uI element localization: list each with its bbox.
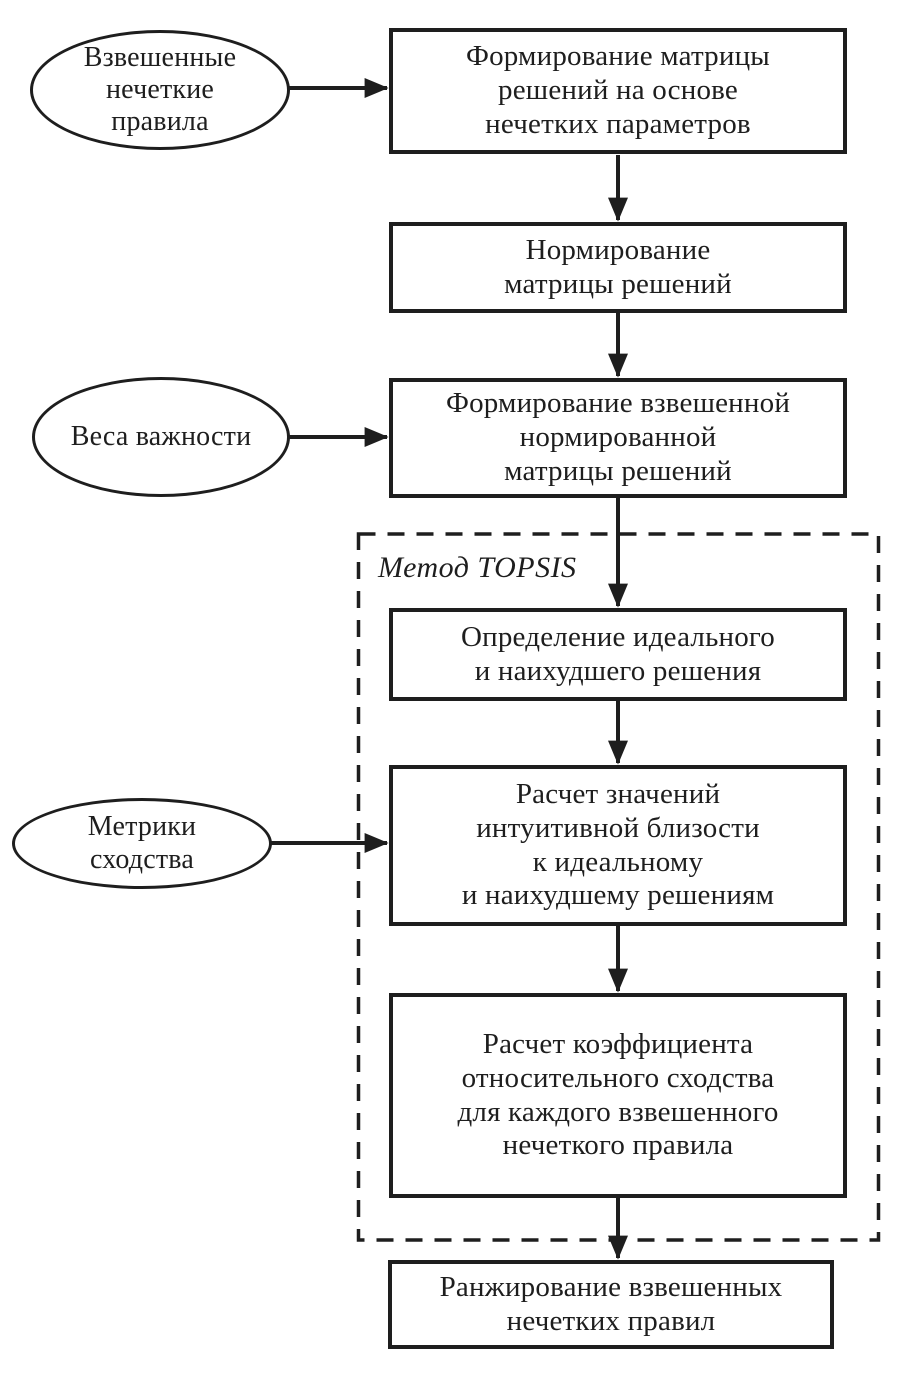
step-proximity-values [389, 765, 847, 926]
input-weighted-fuzzy-rules [30, 30, 290, 150]
input-label: Веса важности [70, 420, 252, 452]
topsis-group-label: Метод TOPSIS [378, 551, 577, 584]
step-label: Формирование матрицы решений на основе нечетких параметров [465, 40, 770, 140]
step-ranking [388, 1260, 834, 1349]
input-similarity-metrics [12, 798, 272, 889]
input-label: Метрики сходства [87, 811, 197, 875]
step-label: Расчет значений интуитивной близости к идеальному и наихудшему решениям [461, 777, 775, 912]
step-ideal-worst-solution [389, 608, 847, 701]
step-form-weighted-matrix [389, 378, 847, 498]
step-label: Расчет коэффициента относительного сходства для каждого взвешенного нечеткого правила [457, 1027, 779, 1162]
step-form-decision-matrix [389, 28, 847, 154]
step-label: Формирование взвешенной нормированной матрицы решений [445, 387, 791, 487]
step-normalize-matrix [389, 222, 847, 313]
step-label: Ранжирование взвешенных нечетких правил [439, 1270, 783, 1337]
step-label: Определение идеального и наихудшего решения [461, 620, 775, 687]
input-label: Взвешенные нечеткие правила [83, 41, 237, 138]
step-label: Нормирование матрицы решений [504, 233, 732, 300]
step-relative-similarity [389, 993, 847, 1198]
input-importance-weights [32, 377, 290, 497]
